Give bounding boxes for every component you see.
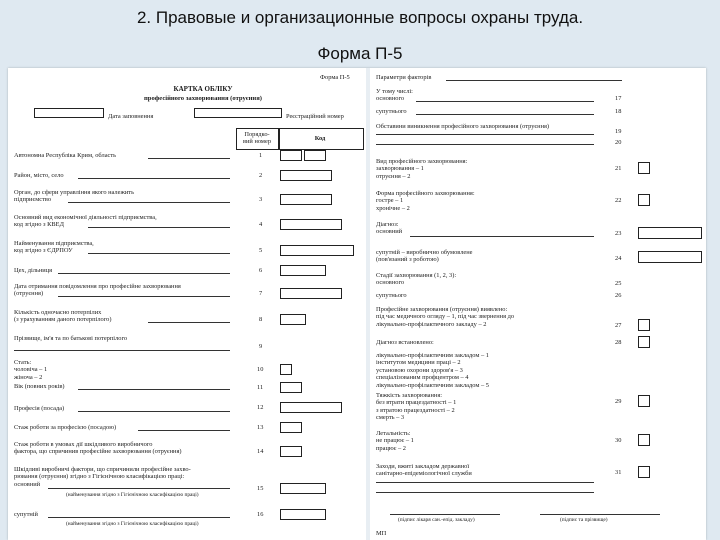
code-box[interactable] [280,382,302,393]
code-box[interactable] [638,227,702,239]
fill-line[interactable] [148,158,230,159]
row-number: 25 [615,280,622,287]
hint-text: (найменування згідно з Гігієнічною класифікацією праці) [66,492,199,498]
code-box[interactable] [280,446,302,457]
fill-line[interactable] [68,202,230,203]
fill-line[interactable] [58,296,230,297]
code-box[interactable] [638,194,650,206]
code-box[interactable] [280,288,342,299]
row-number: 3 [259,196,263,203]
card-subtitle: професійного захворювання (отруєння) [143,95,262,102]
fill-line[interactable] [416,114,594,115]
slide-title: 2. Правовые и организационные вопросы охраны труда. [136,8,584,27]
code-label: Код [314,135,326,142]
row-text: Стаж роботи за професією (посадою) [14,424,117,431]
row-text: супутній [14,511,38,518]
signature-line[interactable] [540,514,660,515]
row-number: 12 [257,404,264,411]
code-box[interactable] [280,170,332,181]
fill-line[interactable] [138,430,230,431]
stamp-mark: МП [376,530,387,537]
row-text: Стаж роботи в умовах дії шкідливого виробничого фактора, що спричинив професійне захворювання (отруєння) [14,441,182,456]
fill-line[interactable] [376,492,594,493]
row-text: Кількість одночасно потерпілих (з урахуванням даного потерпілого) [14,309,112,324]
row-number: 1 [259,152,263,159]
row-number: 9 [259,343,263,350]
row-number: 10 [257,366,264,373]
row-text: Орган, до сфери управління якого належить підприємство [14,189,135,204]
row-number: 8 [259,316,263,323]
row-number: 7 [259,290,263,297]
fill-line[interactable] [48,488,230,489]
code-box[interactable] [304,150,326,161]
fill-line[interactable] [148,322,230,323]
code-box[interactable] [280,194,332,205]
code-box[interactable] [638,395,650,407]
date-label: Дата заповнення [108,113,154,120]
row-number: 16 [257,511,264,518]
code-box[interactable] [638,319,650,331]
row-number: 18 [615,108,622,115]
row-text: Прізвище, ім'я та по батькові потерпілого [14,335,128,342]
row-number: 22 [615,197,622,204]
row-number: 27 [615,322,622,329]
code-box[interactable] [280,265,326,276]
reg-number-label: Реєстраційний номер [286,113,344,120]
row-text: Стадії захворювання (1, 2, 3): основного [376,272,457,287]
hint-text: (найменування згідно з Гігієнічною класифікацією праці) [66,521,199,527]
fill-line[interactable] [14,350,230,351]
row-text: Район, місто, село [14,172,64,179]
fill-line[interactable] [416,101,594,102]
code-box[interactable] [638,434,650,446]
fill-line[interactable] [48,517,230,518]
left-page [8,68,366,540]
reg-number-field[interactable] [194,108,282,118]
row-text: Форма професійного захворювання: гостре – 1 хронічне – 2 [376,190,475,212]
row-text: Вік (повних років) [14,383,65,390]
row-number: 28 [615,339,622,346]
card-title: КАРТКА ОБЛІКУ [173,85,233,93]
row-number: 23 [615,230,622,237]
row-text: Цех, дільниця [14,267,53,274]
row-text: Професія (посада) [14,405,65,412]
date-field[interactable] [34,108,104,118]
row-text: Найменування підприємства, код згідно з ЄДРПОУ [14,240,94,255]
row-text: Основний вид економічної діяльності підприємства, код згідно з КВЕД [14,214,157,229]
row-number: 29 [615,398,622,405]
row-text: Шкідливі виробничі фактори, що спричинили професійне захво- рювання (отруєння) згідно з Гігієнічною класифікацією праці: основний [14,466,191,488]
row-text: Тяжкість захворювання: без втрати працездатності – 1 з втратою працездатності – 2 смерть – 3 [376,392,457,422]
row-text: Обставини виникнення професійного захворювання (отруєння) [376,123,550,130]
fill-line[interactable] [376,482,594,483]
row-text: Стать: чоловіча – 1 жіноча – 2 [14,359,48,381]
row-text: супутнього [376,108,407,115]
form-page [8,68,706,540]
row-number: 5 [259,247,263,254]
row-text: Дата отримання повідомлення про професійне захворювання (отруєння) [14,283,181,298]
row-text: Параметри факторів [376,74,432,81]
fill-line[interactable] [78,411,230,412]
fill-line[interactable] [78,178,230,179]
row-number: 21 [615,165,622,172]
fill-line[interactable] [410,236,594,237]
signature-hint-left: (підпис лікаря сан.-епід. закладу) [398,517,475,523]
row-number: 4 [259,221,263,228]
code-box[interactable] [280,245,354,256]
code-box[interactable] [280,314,306,325]
code-box[interactable] [638,336,650,348]
row-text: Діагноз встановлено: [376,339,434,346]
row-number: 11 [257,384,264,391]
form-title: Форма П-5 [317,44,403,63]
row-number: 14 [257,448,264,455]
code-box[interactable] [638,466,650,478]
code-box[interactable] [280,364,292,375]
code-box[interactable] [280,509,326,520]
code-box[interactable] [280,402,342,413]
fill-line[interactable] [88,227,230,228]
row-number: 15 [257,485,264,492]
row-text: лікувально-профілактичним закладом – 1 інститутом медицини праці – 2 установою охорони здоров'я – 3 спеціалізованим профцентром – 4 лікувально-профілактичним закладом – 5 [376,352,489,389]
row-text: Заходи, вжиті закладом державної санітарно-епідеміологічної служби [376,463,472,478]
right-page [370,68,706,540]
row-number: 19 [615,128,622,135]
form-number-label: Форма П-5 [320,74,350,81]
row-text: У тому числі: основного [376,88,413,103]
row-text: Летальність: не працює – 1 працює – 2 [376,430,414,452]
row-text: супутній – виробнично обумовлене (пов'язаний з роботою) [376,249,473,264]
row-number: 17 [615,95,622,102]
code-box[interactable] [280,150,302,161]
row-text: супутнього [376,292,407,299]
code-box[interactable] [280,219,342,230]
row-text: Діагноз: основний [376,221,403,236]
row-text: Професійне захворювання (отруєння) виявлено: під час медичного огляду – 1, під час звернення до лікувально-профілактичного закладу – 2 [376,306,515,328]
row-text: Вид професійного захворювання: захворювання – 1 отруєння – 2 [376,158,468,180]
code-box[interactable] [638,251,702,263]
code-box[interactable] [280,483,326,494]
signature-line[interactable] [390,514,500,515]
fill-line[interactable] [446,80,622,81]
fill-line[interactable] [88,253,230,254]
code-box[interactable] [280,422,302,433]
row-number: 24 [615,255,622,262]
row-number: 6 [259,267,263,274]
row-text: Автономна Республіка Крим, область [14,152,117,159]
order-label: Порядко- вий номер [242,131,272,146]
fill-line[interactable] [78,389,230,390]
row-number: 26 [615,292,622,299]
code-box[interactable] [638,162,650,174]
fill-line[interactable] [58,273,230,274]
row-number: 20 [615,139,622,146]
row-number: 30 [615,437,622,444]
row-number: 31 [615,469,622,476]
signature-hint-right: (підпис та прізвище) [560,517,608,523]
row-number: 13 [257,424,264,431]
fill-line[interactable] [376,134,594,135]
fill-line[interactable] [376,144,594,145]
row-number: 2 [259,172,263,179]
